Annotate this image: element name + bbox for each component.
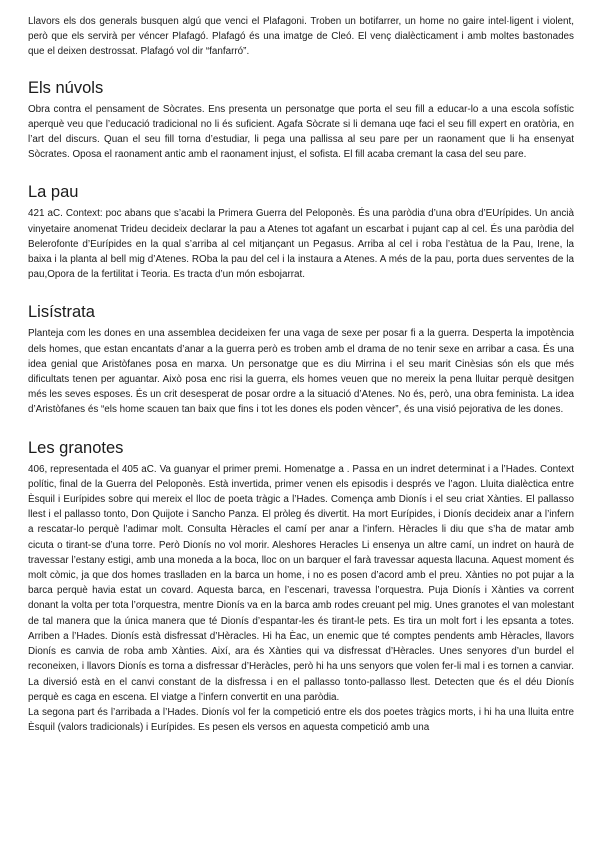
section-paragraph-lisistrata: Planteja com les dones en una assemblea decideixen fer una vaga de sexe per posar fi a la guerra. Desperta la impotència dels homes, que estan encantats d’anar a la guerra però es troben amb el drama de no tenir sexe en arribar a casa. És una idea genial que Aristòfanes posa en marxa. Un personatge que es diu Mirrina i el seu marit Cinèsias són els que més dificultats tenen per aguantar. Això posa enc risi la guerra, els homes veuen que no mereix la pena lluitar perquè desitgen més les seves esposes. És un crit desesperat de posar ordre a la situació d’Atenes. No és, però, una obra feminista. La idea d’Aristòfanes és “els home scauen tan baix que fins i tot les dones els poden vèncer”, és una visió pejorativa de les dones.: [28, 328, 574, 416]
section-title-les-granotes: Les granotes: [28, 438, 124, 457]
intro-paragraph: Llavors els dos generals busquen algú que venci el Plafagoni. Troben un botifarrer, un home no gaire intel·ligent i violent, però que els servirà per véncer Plafagó. Plafagó és una imatge de Cleó. El venç dialècticament i amb moltes bastonades que el deixen destrossat. Plafagó vol dir “fanfarró”.: [28, 16, 574, 58]
section-title-la-pau: La pau: [28, 183, 79, 202]
section-title-lisistrata: Lisístrata: [28, 303, 95, 322]
section-paragraph-els-nuvols: Obra contra el pensament de Sòcrates. Ens presenta un personatge que porta el seu fill a educar-lo a una escola sofístic aperquè veu que l’educació tradicional no li és suficient. Agafa Sòcrate si li demana uqe faci el seu fill expert en oratòria, en l’art del discurs. Quan el seu fill torna d’estudiar, li pega una pallissa al seu pare per un raonament que li ha ensenyat Sòcrates. Oposa el raonament antic amb el raonament injust, el sofista. El fill acaba cremant la casa del seu pare.: [28, 103, 574, 161]
section-title-els-nuvols: Els núvols: [28, 78, 104, 97]
document-page: [28, 14, 574, 735]
section-paragraph-les-granotes-1: 406, representada el 405 aC. Va guanyar el primer premi. Homenatge a . Passa en un indret determinat i a l’Hades. Context polític, final de la Guerra del Peloponès. Està invertida, primer venen els episodis i després ve l’agon. Lluita dialèctica entre Èsquil i Eurípides sobre qui mereix el lloc de poeta tràgic a l’Hades. Comença amb Dionís i el seu criat Xànties. El pallasso llest i el pallasso tonto, Don Quijote i Sancho Panza. El pròleg és divertit. Ha mort Eurípides, i Dionís decideix anar a l’infern a rescatar-lo perquè l’adimar molt. Consulta Hèracles el camí per anar a l’infern. Hèracles li diu que s’ha de matar amb cicuta o tirant-se d’una torre. Però Dionís no vol morir. Aleshores Heracles Li ensenya un altre camí, un indret on haurà de travessar l’estany estigi, amb una moneda a la boca, lloc on un barquer el farà travessar aquesta llacuna. Aquest moment és molt còmic, ja que dos homes traslladen en la barca un home, i no es posen d’acord amb el preu. Xànties no pot pujar a la barca perquè havia estat un covard. Aquesta barca, en l’escenari, travessa l’orquestra. Puja Dionís i Xànties va corrent donant la volta per tota l’orquestra, mentre Dionís va en la barca amb rodes creuant pel mig. Unes granotes el van molestant de tal manera que la única manera que té Dionís d’espantar-les és tirant-le pets. Es tira un molt fort i les epsanta a totes. Arriben a l’Hades. Dionís està disfressat d’Hèracles. Hi ha Èac, un enemic que té comptes pendents amb Hèracles, llavors Dionís es canvia de roba amb Xànties. Així, ara és Xànties qui va disfressat d’Hèracles. Unes senyores d’un burdel el reconeixen, i llavors Dionís es torna a disfressar d’Heràcles, però hi ha uns senyors que volen fer-li mal i es tornen a canviar. La diversió està en el canvi constant de la disfressa i en el pallasso tonto-pallasso llest. Detecten que és el déu Dionís perquè es caga en escena. El viatge a l’infern convertit en una paròdia.: [28, 463, 574, 703]
section-paragraph-les-granotes-2: La segona part és l’arribada a l’Hades. Dionís vol fer la competició entre els dos poetes tràgics morts, i hi ha una lluita entre Èsquil (valors tradicionals) i Eurípides. Es pesen els versos en aquesta competició amb una: [28, 706, 574, 734]
section-paragraph-la-pau: 421 aC. Context: poc abans que s’acabi la Primera Guerra del Peloponès. És una paròdia d’una obra d’EUrípides. Un ancià vinyetaire anomenat Trideu decideix declarar la pau a Atenes tot agafant un escarbat i pujant cap al cel. És una paròdia del Belerofonte d’Eurípides en la qual s’arriba al cel mitjançant un Pegasus. Arriba al cel i roba l’estàtua de la Pau, Irene, la baixa i la planta al bell mig d’Atenes. ROba la pau del cel i la instaura a Atenes. A més de la pau, porta dues serventes de la pau,Opora de la fertilitat i Teoria. Es tracta d’un món esbojarrat.: [28, 208, 574, 281]
